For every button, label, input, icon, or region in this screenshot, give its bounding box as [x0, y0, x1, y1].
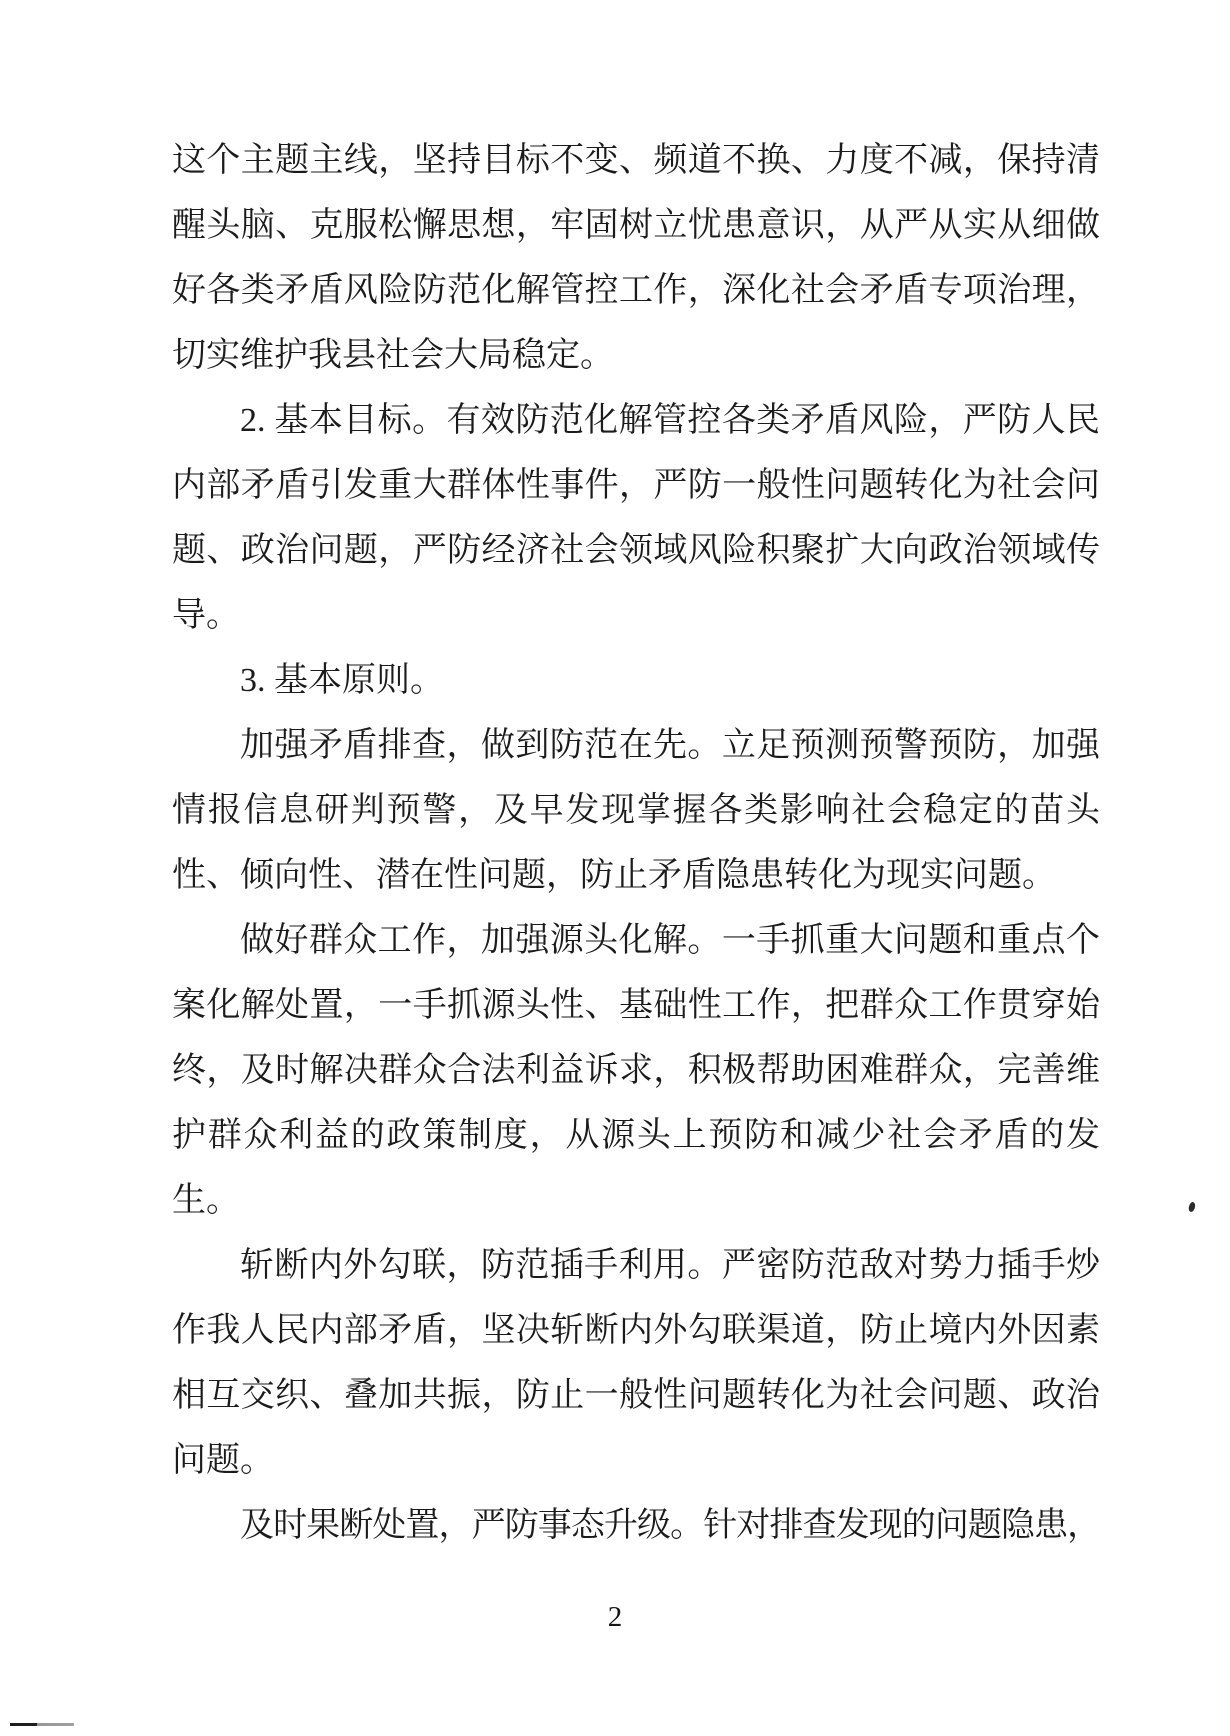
text-line: 及时果断处置，严防事态升级。针对排查发现的问题隐患，: [240, 1507, 1100, 1544]
scan-artifact-speck: [1188, 1201, 1197, 1212]
text-line: 情报信息研判预警，及早发现掌握各类影响社会稳定的苗头: [172, 792, 1100, 829]
text-line: 案化解处置，一手抓源头性、基础性工作，把群众工作贯穿始: [172, 987, 1100, 1024]
text-line: 2. 基本目标。有效防范化解管控各类矛盾风险，严防人民: [240, 402, 1100, 439]
text-line: 题、政治问题，严防经济社会领域风险积聚扩大向政治领域传: [172, 532, 1100, 569]
page-number: 2: [607, 1601, 623, 1633]
text-line: 导。: [172, 597, 240, 634]
text-line: 相互交织、叠加共振，防止一般性问题转化为社会问题、政治: [172, 1377, 1100, 1414]
text-line: 生。: [172, 1182, 240, 1219]
text-line: 内部矛盾引发重大群体性事件，严防一般性问题转化为社会问: [172, 467, 1100, 504]
text-line: 性、倾向性、潜在性问题，防止矛盾隐患转化为现实问题。: [172, 857, 1056, 894]
text-line: 终，及时解决群众合法利益诉求，积极帮助困难群众，完善维: [172, 1052, 1100, 1089]
text-line: 加强矛盾排查，做到防范在先。立足预测预警预防，加强: [240, 727, 1100, 764]
text-line: 斩断内外勾联，防范插手利用。严密防范敌对势力插手炒: [240, 1247, 1100, 1284]
text-line: 醒头脑、克服松懈思想，牢固树立忧患意识，从严从实从细做: [172, 207, 1100, 244]
text-line: 作我人民内部矛盾，坚决斩断内外勾联渠道，防止境内外因素: [172, 1312, 1100, 1349]
text-line: 做好群众工作，加强源头化解。一手抓重大问题和重点个: [240, 922, 1100, 959]
scan-artifact-line: [10, 1723, 74, 1726]
text-line: 好各类矛盾风险防范化解管控工作，深化社会矛盾专项治理，: [172, 272, 1100, 309]
document-body: [172, 128, 1100, 1558]
text-line: 问题。: [172, 1442, 274, 1479]
text-line: 护群众利益的政策制度，从源头上预防和减少社会矛盾的发: [172, 1117, 1100, 1154]
text-line: 切实维护我县社会大局稳定。: [172, 337, 614, 374]
text-line: 3. 基本原则。: [240, 662, 444, 699]
text-line: 这个主题主线，坚持目标不变、频道不换、力度不减，保持清: [172, 142, 1100, 179]
